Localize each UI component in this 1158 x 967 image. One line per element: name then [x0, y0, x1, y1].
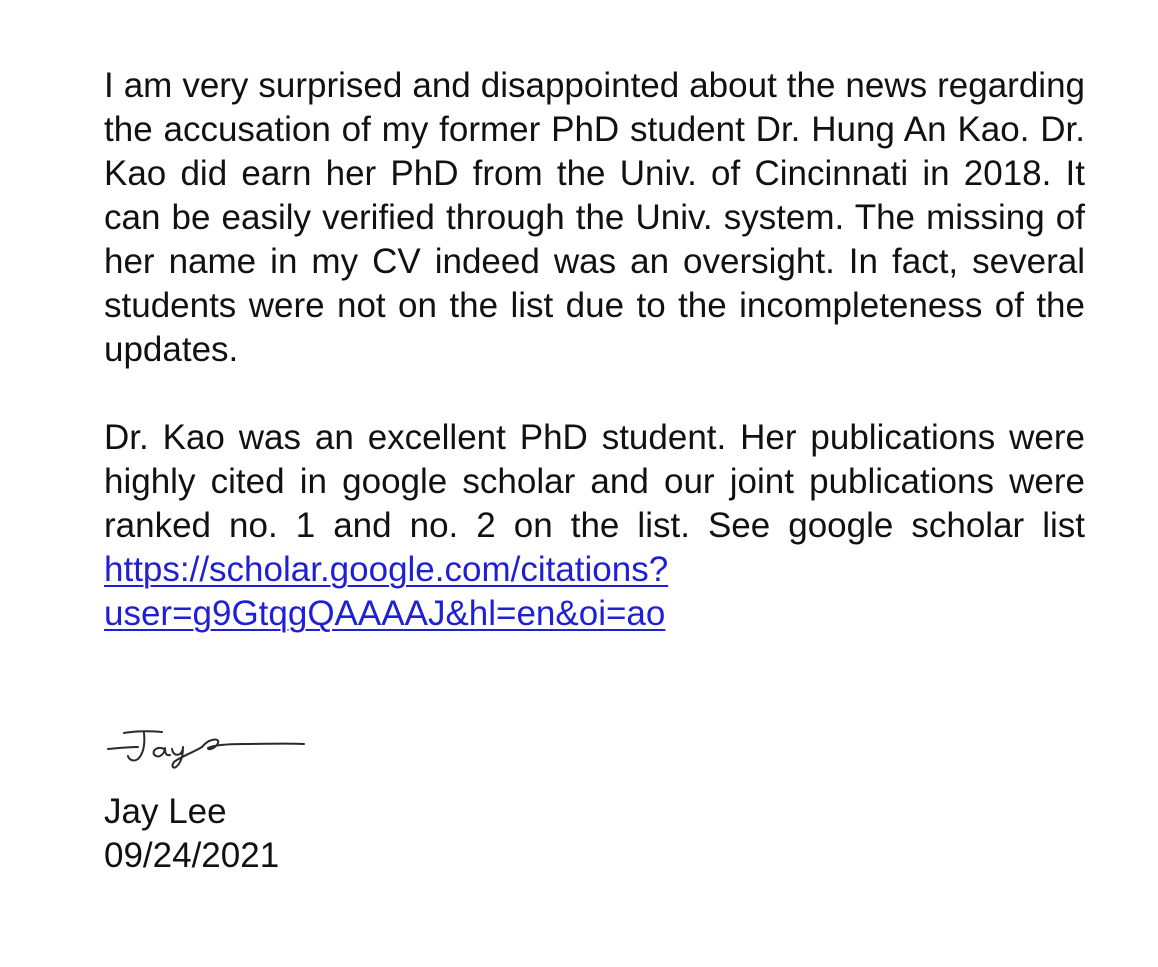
signer-name: Jay Lee — [104, 792, 227, 831]
paragraph-1: I am very surprised and disappointed about the news regarding the accusation of my former PhD student Dr. Hung An Kao. Dr. Kao did earn her PhD from the Univ. of Cincinnati in 2018. It can be easily verified through the Univ. system. The missing of her name in my CV indeed was an oversight. In fact, several students were not on the list due to the incompleteness of the updates. — [104, 66, 1085, 369]
paragraph-2-text: Dr. Kao was an excellent PhD student. Her publications were highly cited in google scholar and our joint publications were ranked no. 1 and no. 2 on the list. See google scholar list — [104, 418, 1085, 545]
signature-block — [104, 790, 279, 878]
google-scholar-link[interactable]: https://scholar.google.com/citations?user=g9GtqgQAAAAJ&hl=en&oi=ao — [104, 550, 669, 633]
paragraph-2 — [104, 416, 1085, 636]
letter-body — [104, 64, 1085, 636]
signature-date: 09/24/2021 — [104, 836, 280, 875]
handwritten-signature — [104, 725, 314, 773]
